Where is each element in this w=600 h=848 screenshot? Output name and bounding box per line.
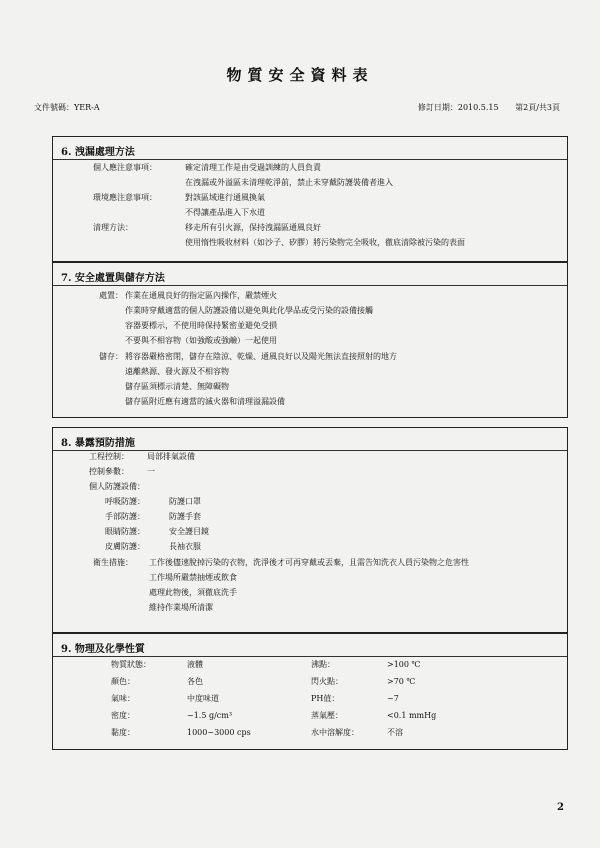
row-text: 使用惰性吸收材料（如沙子、矽膠）將污染物完全吸收，徹底清除被污染的表面 — [185, 238, 465, 247]
property-value: 液體 — [187, 660, 203, 669]
row-label: 手部防護： — [105, 512, 145, 521]
document-number: 文件號碼：YER-A — [34, 103, 100, 112]
property-label: 沸點： — [311, 660, 335, 669]
row-label: 處置： — [99, 291, 123, 300]
row-text: 長袖衣服 — [169, 542, 201, 551]
property-value: <0.1 mmHg — [387, 711, 437, 720]
property-value: ~7 — [387, 694, 399, 703]
row-text: 維持作業場所清潔 — [149, 603, 213, 612]
property-label: 密度： — [111, 711, 135, 720]
property-value: >70 ℃ — [387, 677, 416, 686]
page-info: 第2頁/共3頁 — [515, 103, 560, 112]
row-label: 環境應注意事項： — [93, 193, 157, 202]
row-text: 局部排氣設備 — [147, 452, 195, 461]
row-text: 安全護目鏡 — [169, 527, 209, 536]
row-label: 衛生措施： — [93, 558, 133, 567]
row-label: 儲存： — [99, 352, 123, 361]
section-title: 8. 暴露預防措施 — [61, 438, 135, 449]
section-handling-storage — [52, 262, 568, 418]
row-text: 確定清理工作是由受過訓練的人員負責 — [185, 163, 321, 172]
row-label: 個人應注意事項： — [93, 163, 157, 172]
row-text: 一 — [147, 467, 155, 476]
property-label: PH值： — [311, 694, 340, 703]
property-value: ~1.5 g/cm³ — [187, 711, 233, 720]
row-text: 將容器嚴格密閉，儲存在陰涼、乾燥、通風良好以及陽光無法直接照射的地方 — [125, 352, 397, 361]
row-label: 個人防護設備： — [89, 482, 145, 491]
row-label: 眼睛防護： — [105, 527, 145, 536]
page-number: 2 — [557, 802, 564, 813]
row-text: 遠離熱源、發火源及不相容物 — [125, 367, 229, 376]
document-title: 物質安全資料表 — [226, 66, 374, 84]
row-label: 控制參數： — [89, 467, 129, 476]
section-divider — [53, 656, 567, 657]
row-text: 工作後儘速脫掉污染的衣物，洗淨後才可再穿戴或丟棄，且需告知洗衣人員污染物之危害性 — [149, 558, 469, 567]
row-text: 在洩漏或外溢區未清理乾淨前，禁止未穿戴防護裝備者進入 — [185, 178, 393, 187]
row-text: 不要與不相容物（如強酸或強鹼）一起使用 — [125, 336, 277, 345]
row-text: 處理此物後，須徹底洗手 — [149, 588, 237, 597]
property-label: 物質狀態： — [111, 660, 151, 669]
row-text: 儲存區附近應有適當的滅火器和清理溢漏設備 — [125, 397, 285, 406]
row-label: 皮膚防護： — [105, 542, 145, 551]
row-text: 儲存區須標示清楚、無障礙物 — [125, 382, 229, 391]
section-physical-chemical-properties — [52, 633, 568, 750]
property-value: 不溶 — [387, 728, 403, 737]
section-title: 9. 物理及化學性質 — [61, 644, 145, 655]
row-text: 作業在通風良好的指定區內操作，嚴禁煙火 — [125, 291, 277, 300]
section-spill-handling — [52, 136, 568, 262]
row-text: 移走所有引火源，保持洩漏區通風良好 — [185, 223, 321, 232]
property-value: 1000~3000 cps — [187, 728, 251, 737]
row-text: 不得讓產品進入下水道 — [185, 208, 265, 217]
section-title: 7. 安全處置與儲存方法 — [61, 273, 165, 284]
section-title: 6. 洩漏處理方法 — [61, 147, 135, 158]
row-text: 容器要標示，不使用時保持緊密並避免受損 — [125, 321, 277, 330]
property-label: 水中溶解度： — [311, 728, 359, 737]
section-divider — [53, 159, 567, 160]
property-value: 中度味道 — [187, 694, 219, 703]
property-label: 氣味： — [111, 694, 135, 703]
property-label: 蒸氣壓： — [311, 711, 343, 720]
row-label: 工程控制： — [89, 452, 129, 461]
row-text: 作業時穿戴適當的個人防護設備以避免與此化學品或受污染的設備接觸 — [125, 306, 373, 315]
row-label: 呼吸防護： — [105, 497, 145, 506]
property-label: 顏色： — [111, 677, 135, 686]
property-label: 黏度： — [111, 728, 135, 737]
property-value: 各色 — [187, 677, 203, 686]
property-value: >100 ℃ — [387, 660, 421, 669]
revision-date: 修訂日期：2010.5.15 — [417, 103, 499, 112]
revision-info — [404, 102, 560, 113]
row-text: 防護手套 — [169, 512, 201, 521]
property-label: 閃火點： — [311, 677, 343, 686]
row-text: 對該區域進行通風換氣 — [185, 193, 265, 202]
section-divider — [53, 285, 567, 286]
section-exposure-controls — [52, 427, 568, 633]
section-divider — [53, 450, 567, 451]
row-label: 清理方法： — [93, 223, 133, 232]
row-text: 防護口罩 — [169, 497, 201, 506]
row-text: 工作場所嚴禁抽煙或飲食 — [149, 573, 237, 582]
